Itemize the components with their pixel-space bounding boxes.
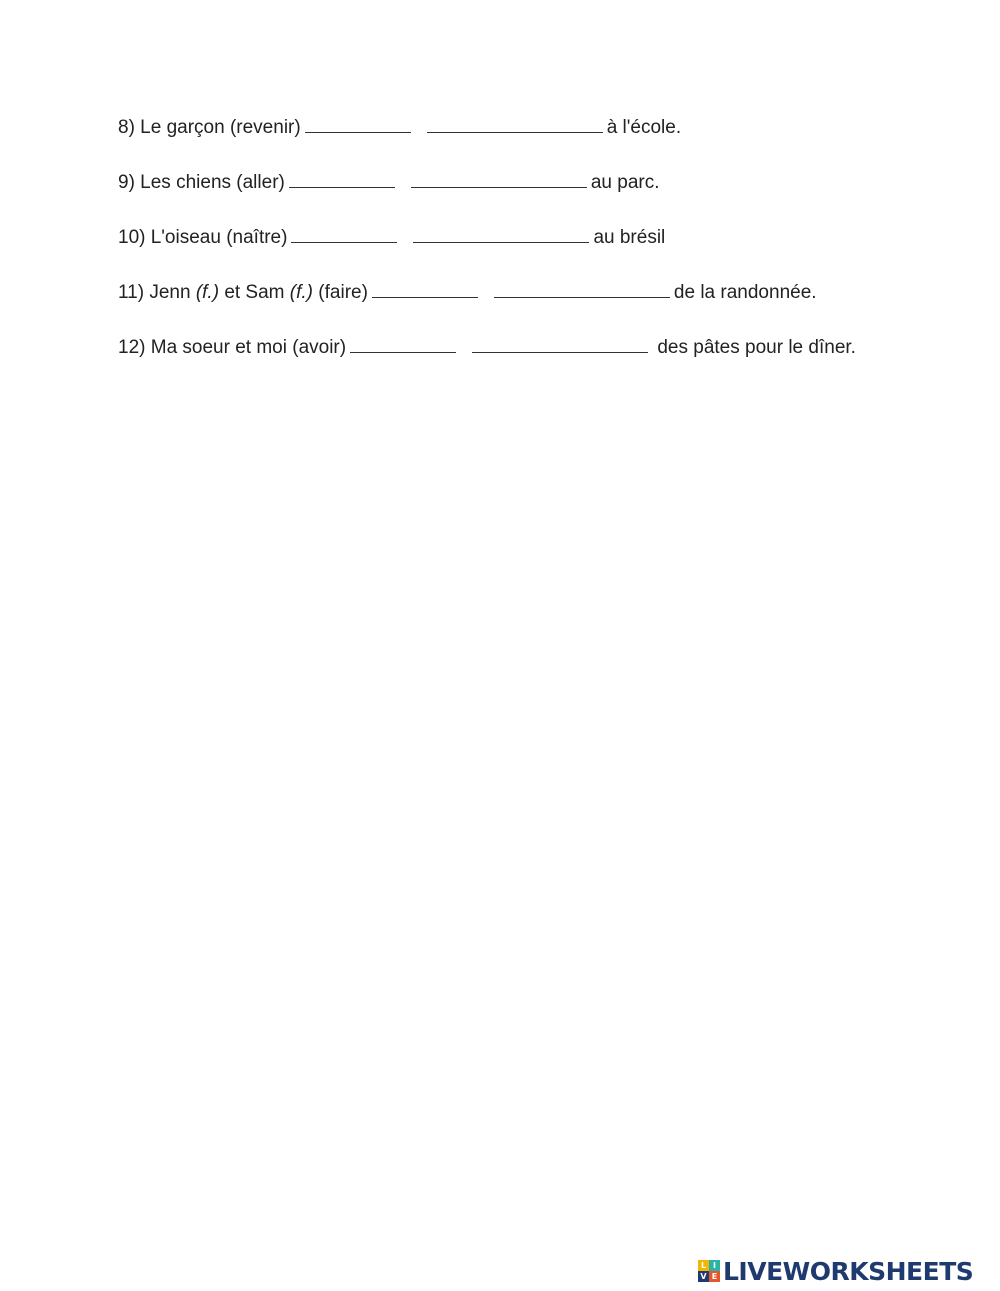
question-9-participle-blank[interactable] <box>411 169 587 188</box>
question-11-gender-note-2: (f.) <box>289 282 314 303</box>
question-9-ending: au parc. <box>590 172 660 193</box>
question-10-ending: au brésil <box>593 227 666 248</box>
question-8-participle-blank[interactable] <box>427 114 603 133</box>
question-10-auxiliary-blank[interactable] <box>291 224 397 243</box>
question-11-participle-blank[interactable] <box>494 279 670 298</box>
question-8-ending: à l'école. <box>606 117 682 138</box>
question-11-verb: (faire) <box>318 282 368 303</box>
question-10 <box>118 224 665 252</box>
logo-wordmark: LIVEWORKSHEETS <box>723 1256 974 1286</box>
question-8-prompt: 8) Le garçon (revenir) <box>118 117 301 138</box>
badge-letter-i: I <box>709 1260 720 1271</box>
question-8-auxiliary-blank[interactable] <box>305 114 411 133</box>
question-11 <box>118 279 817 307</box>
question-12-prompt: 12) Ma soeur et moi (avoir) <box>118 337 347 358</box>
question-11-subject-2: et Sam <box>224 282 285 303</box>
badge-letter-e: E <box>709 1271 720 1282</box>
question-11-subject-1: 11) Jenn <box>118 282 191 303</box>
question-12-ending: des pâtes pour le dîner. <box>657 337 856 358</box>
badge-letter-l: L <box>698 1260 709 1271</box>
question-9-prompt: 9) Les chiens (aller) <box>118 172 285 193</box>
question-12 <box>118 334 863 362</box>
badge-letter-v: V <box>698 1271 709 1282</box>
question-9-auxiliary-blank[interactable] <box>289 169 395 188</box>
liveworksheets-logo <box>698 1255 973 1287</box>
question-11-gender-note-1: (f.) <box>195 282 220 303</box>
question-12-participle-blank[interactable] <box>472 334 648 353</box>
question-12-auxiliary-blank[interactable] <box>350 334 456 353</box>
question-9 <box>118 169 660 197</box>
question-11-auxiliary-blank[interactable] <box>372 279 478 298</box>
question-11-ending: de la randonnée. <box>673 282 817 303</box>
question-10-participle-blank[interactable] <box>413 224 589 243</box>
question-8 <box>118 114 681 142</box>
question-10-prompt: 10) L'oiseau (naître) <box>118 227 288 248</box>
live-badge-icon <box>698 1260 720 1282</box>
